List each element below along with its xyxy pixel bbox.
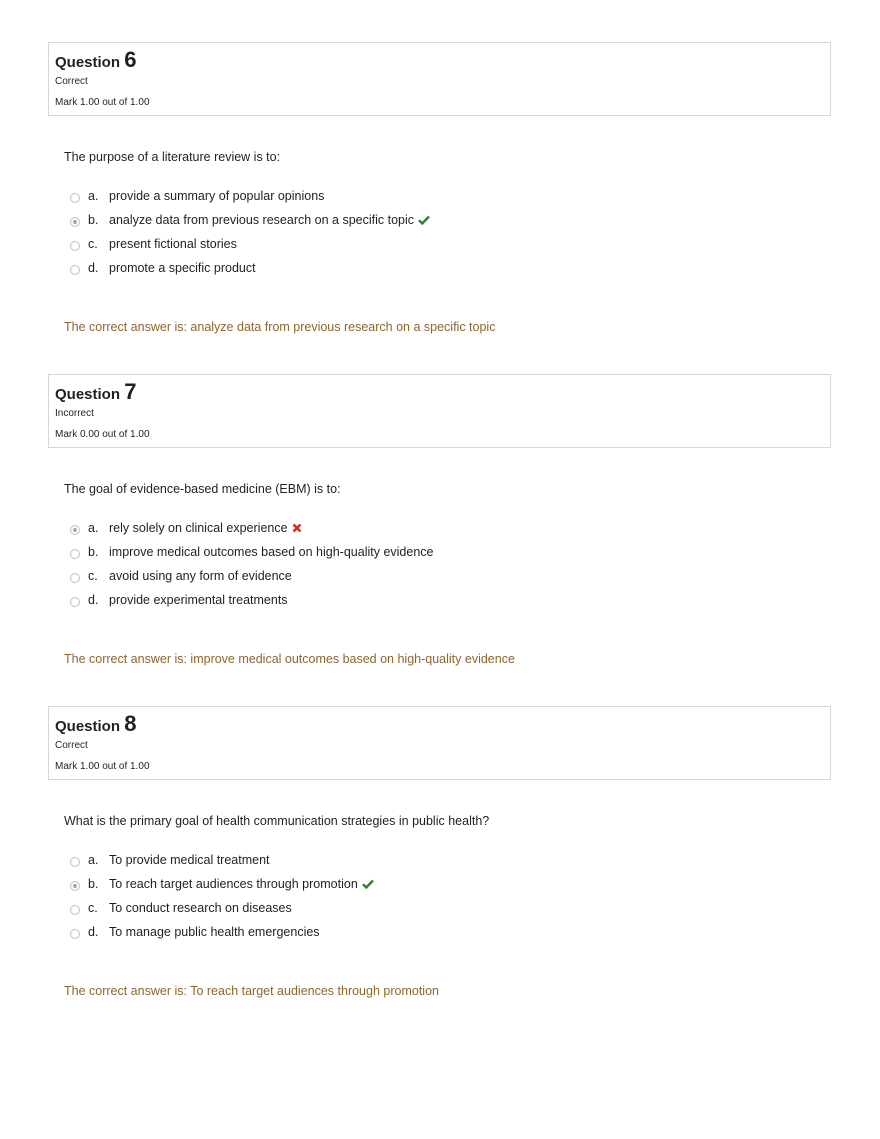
answer-letter: b.: [88, 545, 99, 559]
correct-answer-feedback: The correct answer is: To reach target audiences through promotion: [64, 984, 439, 998]
question-text: What is the primary goal of health communication strategies in public health?: [64, 814, 490, 828]
answer-text: avoid using any form of evidence: [109, 569, 292, 583]
answer-option-a[interactable]: [70, 521, 570, 541]
answer-letter: a.: [88, 853, 99, 867]
answer-letter: a.: [88, 521, 99, 535]
answer-text: promote a specific product: [109, 261, 256, 275]
check-icon: [418, 214, 430, 228]
question-title: [55, 379, 136, 408]
question-title-prefix: Question: [55, 718, 121, 735]
answer-text: present fictional stories: [109, 237, 237, 251]
radio-button[interactable]: [70, 193, 80, 203]
answer-letter: d.: [88, 925, 99, 939]
question-title-prefix: Question: [55, 54, 121, 71]
question-title-prefix: Question: [55, 386, 121, 403]
answer-option-c[interactable]: [70, 237, 570, 257]
question-text: The goal of evidence-based medicine (EBM) is to:: [64, 482, 341, 496]
question-state: Correct: [55, 740, 88, 751]
question-info-box: [48, 42, 831, 116]
answer-text: To conduct research on diseases: [109, 901, 292, 915]
question-grade: Mark 0.00 out of 1.00: [55, 429, 150, 440]
answer-option-d[interactable]: [70, 593, 570, 613]
answer-text-wrap: [109, 213, 430, 228]
answer-text: To reach target audiences through promotion: [109, 877, 358, 891]
answer-text: analyze data from previous research on a specific topic: [109, 213, 415, 227]
question-text: The purpose of a literature review is to:: [64, 150, 281, 164]
question-grade: Mark 1.00 out of 1.00: [55, 761, 150, 772]
answer-option-b[interactable]: [70, 213, 570, 233]
question-grade: Mark 1.00 out of 1.00: [55, 97, 150, 108]
radio-button[interactable]: [70, 573, 80, 583]
answer-letter: c.: [88, 901, 98, 915]
answer-letter: a.: [88, 189, 99, 203]
radio-button-selected[interactable]: [70, 525, 80, 535]
answer-letter: c.: [88, 569, 98, 583]
question-title: [55, 711, 136, 740]
radio-button[interactable]: [70, 241, 80, 251]
answer-option-b[interactable]: [70, 545, 570, 565]
question-title: [55, 47, 136, 76]
question-number: 6: [124, 47, 137, 72]
answer-text-wrap: [109, 877, 374, 892]
question-info-box: [48, 374, 831, 448]
answer-letter: c.: [88, 237, 98, 251]
correct-answer-feedback: The correct answer is: analyze data from previous research on a specific topic: [64, 320, 496, 334]
answer-letter: b.: [88, 213, 99, 227]
answer-option-a[interactable]: [70, 189, 570, 209]
check-icon: [362, 878, 374, 892]
answer-option-b[interactable]: [70, 877, 570, 897]
answer-text: improve medical outcomes based on high-quality evidence: [109, 545, 434, 559]
question-info-box: [48, 706, 831, 780]
radio-button[interactable]: [70, 597, 80, 607]
radio-button[interactable]: [70, 905, 80, 915]
answer-text: provide experimental treatments: [109, 593, 288, 607]
question-number: 7: [124, 379, 137, 404]
radio-button[interactable]: [70, 929, 80, 939]
answer-letter: d.: [88, 261, 99, 275]
answer-letter: b.: [88, 877, 99, 891]
question-state: Correct: [55, 76, 88, 87]
cross-icon: [292, 522, 302, 536]
answer-option-d[interactable]: [70, 925, 570, 945]
answer-option-a[interactable]: [70, 853, 570, 873]
question-number: 8: [124, 711, 137, 736]
answer-text: rely solely on clinical experience: [109, 521, 288, 535]
answer-text: To manage public health emergencies: [109, 925, 320, 939]
answer-option-c[interactable]: [70, 901, 570, 921]
radio-button-selected[interactable]: [70, 881, 80, 891]
answer-text: provide a summary of popular opinions: [109, 189, 325, 203]
answer-text: To provide medical treatment: [109, 853, 270, 867]
answer-option-d[interactable]: [70, 261, 570, 281]
answer-option-c[interactable]: [70, 569, 570, 589]
radio-button[interactable]: [70, 265, 80, 275]
radio-button-selected[interactable]: [70, 217, 80, 227]
radio-button[interactable]: [70, 857, 80, 867]
answer-text-wrap: [109, 521, 302, 536]
answer-letter: d.: [88, 593, 99, 607]
radio-button[interactable]: [70, 549, 80, 559]
correct-answer-feedback: The correct answer is: improve medical outcomes based on high-quality evidence: [64, 652, 515, 666]
question-state: Incorrect: [55, 408, 94, 419]
